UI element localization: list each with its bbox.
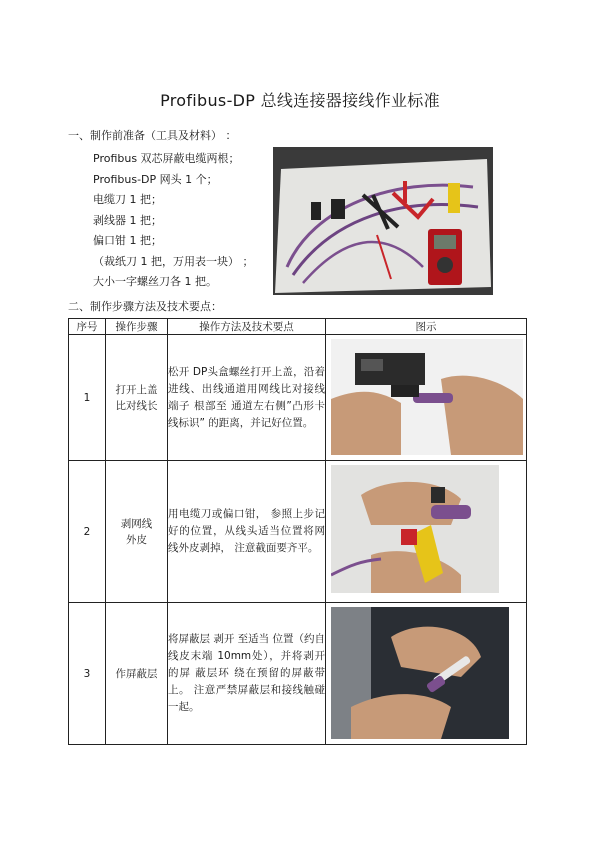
step-3-photo: [331, 607, 509, 739]
header-illustration: 图示: [326, 319, 527, 335]
row-number: 2: [69, 461, 106, 603]
material-item: 大小一字螺丝刀各 1 把。: [93, 275, 217, 288]
material-item: 偏口钳 1 把；: [93, 234, 162, 247]
row-step: [106, 335, 168, 461]
step-line: 作屏蔽层: [115, 667, 158, 680]
material-item: （裁纸刀 1 把，万用表一块） ；: [93, 254, 254, 268]
materials-list: [93, 149, 254, 293]
step-1-photo: [331, 339, 523, 455]
row-illustration: [326, 603, 527, 745]
material-item: 剥线器 1 把；: [93, 213, 162, 227]
table-header-row: [69, 319, 527, 335]
row-illustration: [326, 335, 527, 461]
row-method: 松开 DP头盒螺丝打开上盖，沿着进线、出线通道用网线比对接线 端子 根部至 通道左右侧”凸形卡线标识” 的距离，并记好位置。: [168, 335, 326, 461]
table-row: [69, 603, 527, 745]
steps-table: [68, 318, 527, 745]
header-method: 操作方法及技术要点: [168, 319, 326, 335]
material-item: Profibus 双芯屏蔽电缆两根；: [93, 152, 240, 165]
step-line: 外皮: [126, 533, 147, 546]
header-no: 序号: [69, 319, 106, 335]
material-item: 电缆刀 1 把；: [93, 193, 162, 206]
row-step: [106, 461, 168, 603]
tools-materials-photo: [273, 147, 493, 295]
row-step: [106, 603, 168, 745]
step-line: 比对线长: [115, 399, 158, 412]
section-1-heading: 一、制作前准备（工具及材料） ：: [68, 129, 237, 142]
step-line: 打开上盖: [115, 383, 158, 396]
row-method: 用电缆刀或偏口钳， 参照上步记好的位置，从线头适当位置将网线外皮剥掉， 注意截面要齐平。: [168, 461, 326, 603]
header-step: 操作步骤: [106, 319, 168, 335]
section-2-heading: 二、制作步骤方法及技术要点：: [68, 300, 222, 313]
step-2-photo: [331, 465, 499, 593]
step-line: 剥网线: [120, 517, 153, 530]
row-number: 3: [69, 603, 106, 745]
row-number: 1: [69, 335, 106, 461]
table-row: [69, 335, 527, 461]
row-method: 将屏蔽层 剥开 至适当 位置（约自线皮末端 10mm处），并将剥开 的屏 蔽层环 绕在预留的屏蔽带上。 注意严禁屏蔽层和接线触碰一起。: [168, 603, 326, 745]
table-row: [69, 461, 527, 603]
row-illustration: [326, 461, 527, 603]
document-title: Profibus-DP 总线连接器接线作业标准: [160, 91, 440, 110]
material-item: Profibus-DP 网头 1 个；: [93, 172, 218, 186]
